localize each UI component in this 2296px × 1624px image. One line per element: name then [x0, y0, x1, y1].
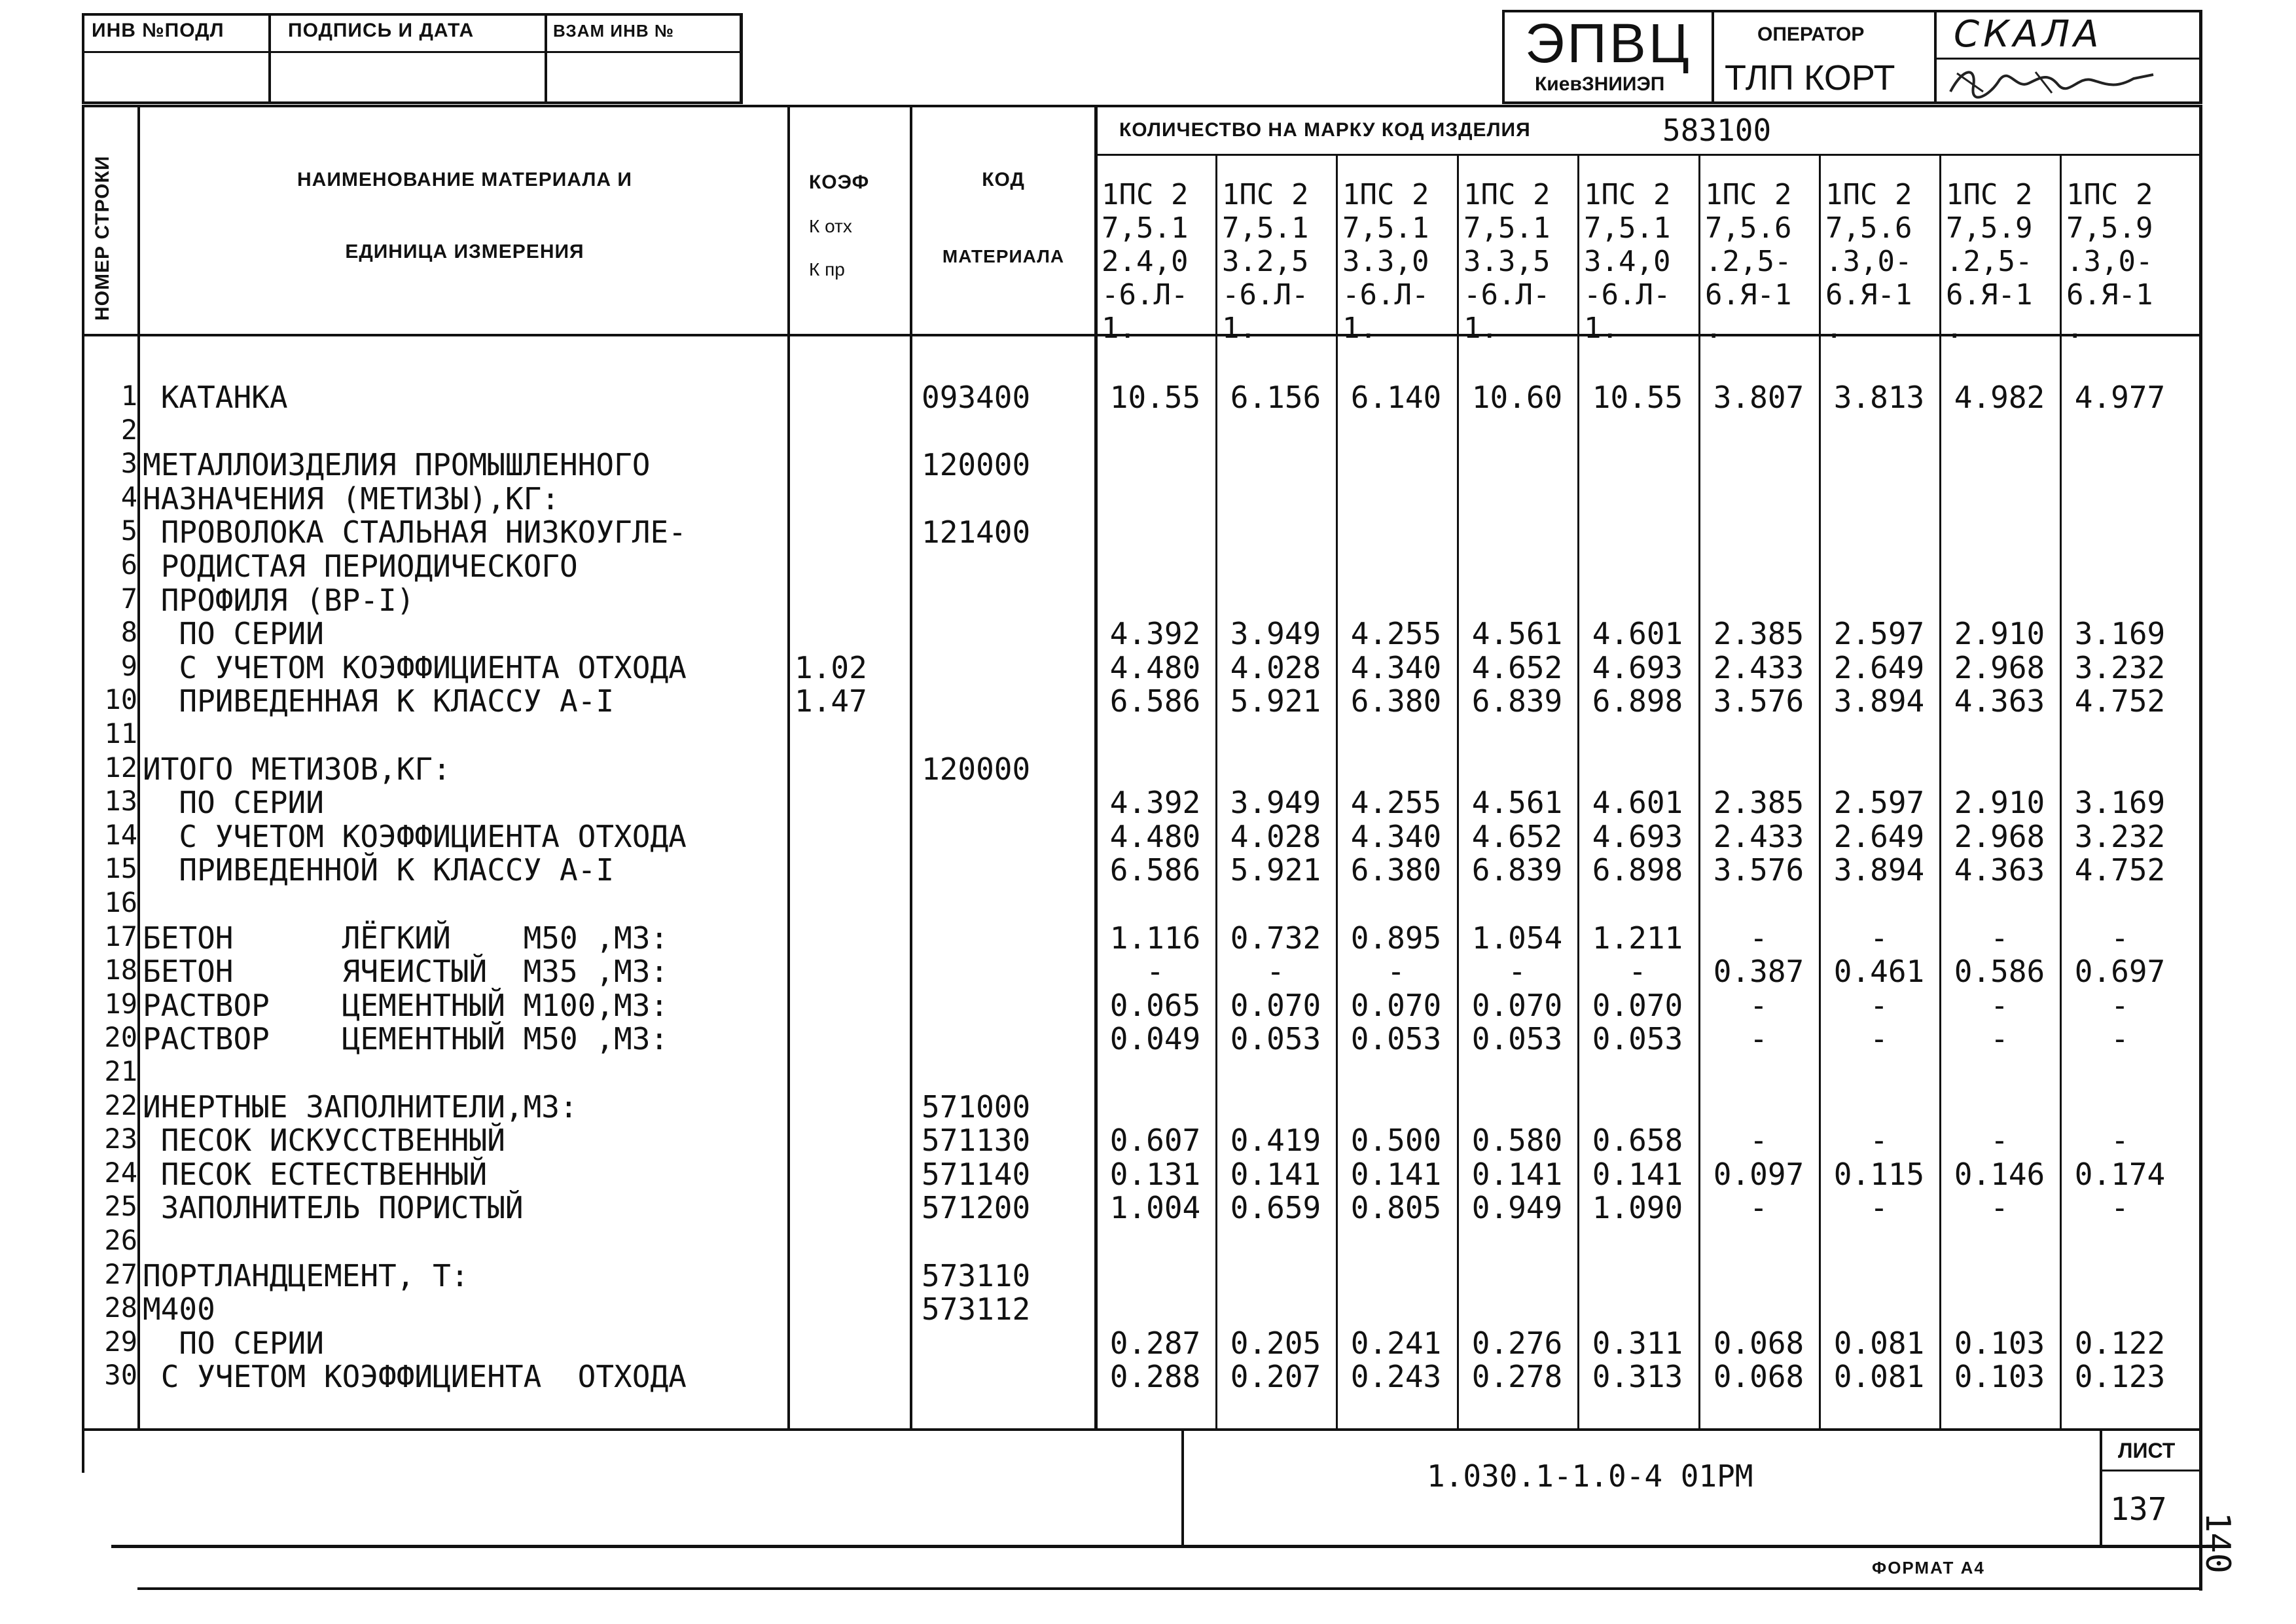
signature-icon [1937, 60, 2199, 101]
quantity-cell: 0.461 [1833, 954, 1925, 989]
quantity-cell: - [1990, 1021, 2009, 1056]
row-number: 30 [104, 1359, 137, 1391]
quantity-cell: 0.115 [1833, 1157, 1925, 1192]
material-name: ЗАПОЛНИТЕЛЬ ПОРИСТЫЙ [143, 1190, 524, 1225]
quantity-cell: 2.385 [1713, 616, 1804, 651]
material-name: КАТАНКА [143, 380, 288, 415]
koef-value: 1.02 [795, 650, 867, 685]
code-header-line2: МАТЕРИАЛА [942, 246, 1065, 266]
quantity-cell: 0.146 [1954, 1157, 2045, 1192]
quantity-cell: 0.949 [1471, 1190, 1563, 1225]
quantity-cell: 0.053 [1230, 1021, 1321, 1056]
koef-header-line1: КОЭФ [809, 171, 870, 193]
quantity-cell: 4.693 [1592, 819, 1683, 854]
quantity-cell: 0.122 [2074, 1326, 2166, 1361]
quantity-cell: 2.597 [1833, 616, 1925, 651]
quantity-cell: 6.156 [1230, 380, 1321, 415]
doc-code: 1.030.1-1.0-4 01РМ [1427, 1458, 1753, 1494]
quantity-cell: - [1870, 1190, 1888, 1225]
material-code: 120000 [922, 447, 1031, 482]
quantity-cell: 4.752 [2074, 683, 2166, 719]
name-header-line1: НАИМЕНОВАНИЕ МАТЕРИАЛА И [296, 169, 632, 190]
material-name: БЕТОН ЛЁГКИЙ М50 ,М3: [143, 920, 669, 956]
quantity-cell: 4.392 [1109, 785, 1201, 820]
quantity-cell: 3.813 [1833, 380, 1925, 415]
material-name: РОДИСТАЯ ПЕРИОДИЧЕСКОГО [143, 549, 578, 584]
quantity-cell: 0.805 [1350, 1190, 1442, 1225]
quantity-cell: 4.652 [1471, 819, 1563, 854]
quantity-cell: 4.982 [1954, 380, 2045, 415]
quantity-cell: 0.053 [1350, 1021, 1442, 1056]
material-code: 573110 [922, 1258, 1031, 1293]
product-header-4: 1ПС 2 7,5.1 3.3,5 -6.Л- 1. [1463, 178, 1551, 345]
quantity-cell: - [1146, 954, 1164, 989]
quantity-cell: - [1990, 920, 2009, 956]
quantity-cell: 0.070 [1592, 988, 1683, 1023]
material-code: 571140 [922, 1157, 1031, 1192]
row-number-header: НОМЕР СТРОКИ [92, 155, 113, 321]
quantity-cell: 4.752 [2074, 852, 2166, 888]
quantity-cell: 10.55 [1109, 380, 1201, 415]
row-number: 12 [104, 751, 137, 784]
quantity-cell: 0.207 [1230, 1359, 1321, 1394]
quantity-cell: 4.392 [1109, 616, 1201, 651]
quantity-cell: 0.068 [1713, 1326, 1804, 1361]
quantity-cell: 0.895 [1350, 920, 1442, 956]
quantity-cell: - [2111, 1021, 2129, 1056]
quantity-cell: 0.278 [1471, 1359, 1563, 1394]
row-number: 23 [104, 1123, 137, 1155]
material-code: 571000 [922, 1089, 1031, 1125]
quantity-cell: 0.070 [1471, 988, 1563, 1023]
quantity-cell: 0.065 [1109, 988, 1201, 1023]
quantity-cell: 6.839 [1471, 683, 1563, 719]
product-header-8: 1ПС 2 7,5.9 .2,5- 6.Я-1 . [1946, 178, 2033, 345]
quantity-cell: 6.380 [1350, 683, 1442, 719]
quantity-cell: 4.561 [1471, 616, 1563, 651]
quantity-cell: 0.081 [1833, 1326, 1925, 1361]
row-number: 18 [104, 954, 137, 986]
quantity-cell: 0.243 [1350, 1359, 1442, 1394]
material-name: ПЕСОК ЕСТЕСТВЕННЫЙ [143, 1157, 488, 1192]
vzam-label: ВЗАМ ИНВ № [553, 21, 674, 41]
row-number: 29 [104, 1326, 137, 1358]
row-number: 10 [104, 683, 137, 715]
quantity-cell: 0.174 [2074, 1157, 2166, 1192]
row-number: 9 [120, 650, 137, 682]
row-number: 25 [104, 1190, 137, 1222]
quantity-cell: 0.205 [1230, 1326, 1321, 1361]
quantity-cell: - [1990, 1190, 2009, 1225]
org-name: ЭПВЦ [1525, 12, 1692, 74]
product-header-1: 1ПС 2 7,5.1 2.4,0 -6.Л- 1. [1102, 178, 1189, 345]
quantity-cell: 3.894 [1833, 852, 1925, 888]
quantity-cell: 4.561 [1471, 785, 1563, 820]
row-number: 5 [120, 514, 137, 547]
material-name: РАСТВОР ЦЕМЕНТНЫЙ М100,М3: [143, 988, 669, 1023]
row-number: 6 [120, 549, 137, 581]
quantity-cell: 0.697 [2074, 954, 2166, 989]
row-number: 3 [120, 447, 137, 479]
row-number: 26 [104, 1224, 137, 1256]
operator-value: СКАЛА [1954, 13, 2103, 56]
quantity-cell: 6.898 [1592, 683, 1683, 719]
quantity-cell: - [2111, 920, 2129, 956]
quantity-cell: 4.255 [1350, 785, 1442, 820]
quantity-cell: - [1990, 1123, 2009, 1158]
quantity-cell: 0.123 [2074, 1359, 2166, 1394]
row-number: 13 [104, 785, 137, 817]
material-name: ПРОВОЛОКА СТАЛЬНАЯ НИЗКОУГЛЕ- [143, 514, 687, 550]
quantity-cell: - [1749, 920, 1768, 956]
koef-header-line2: К отх [809, 216, 852, 236]
quantity-cell: 0.053 [1471, 1021, 1563, 1056]
quantity-cell: - [1870, 1021, 1888, 1056]
quantity-cell: - [1508, 954, 1526, 989]
product-header-7: 1ПС 2 7,5.6 .3,0- 6.Я-1 . [1825, 178, 1912, 345]
row-number: 22 [104, 1089, 137, 1121]
quantity-cell: 0.419 [1230, 1123, 1321, 1158]
quantity-cell: 4.255 [1350, 616, 1442, 651]
quantity-cell: 0.081 [1833, 1359, 1925, 1394]
quantity-cell: - [2111, 988, 2129, 1023]
page-side-number: 140 [2198, 1512, 2237, 1574]
quantity-cell: 3.949 [1230, 785, 1321, 820]
quantity-cell: - [1870, 988, 1888, 1023]
quantity-cell: 2.968 [1954, 819, 2045, 854]
row-number: 27 [104, 1258, 137, 1290]
quantity-cell: 0.311 [1592, 1326, 1683, 1361]
quantity-cell: 2.910 [1954, 785, 2045, 820]
quantity-cell: 2.385 [1713, 785, 1804, 820]
quantity-cell: 0.141 [1471, 1157, 1563, 1192]
quantity-cell: 0.053 [1592, 1021, 1683, 1056]
quantity-cell: 2.968 [1954, 650, 2045, 685]
material-name: ПО СЕРИИ [143, 785, 324, 820]
tlp-label: ТЛП КОРТ [1725, 58, 1895, 98]
material-name: С УЧЕТОМ КОЭФФИЦИЕНТА ОТХОДА [143, 819, 687, 854]
material-code: 571200 [922, 1190, 1031, 1225]
quantity-cell: 0.658 [1592, 1123, 1683, 1158]
quantity-cell: - [1749, 1021, 1768, 1056]
material-name: ПО СЕРИИ [143, 1326, 324, 1361]
row-number: 17 [104, 920, 137, 952]
quantity-cell: 6.140 [1350, 380, 1442, 415]
quantity-cell: 4.693 [1592, 650, 1683, 685]
row-number: 24 [104, 1157, 137, 1189]
org-sub: КиевЗНИИЭП [1535, 73, 1665, 95]
row-number: 20 [104, 1021, 137, 1053]
material-name: ИТОГО МЕТИЗОВ,КГ: [143, 751, 451, 787]
quantity-cell: 3.169 [2074, 616, 2166, 651]
quantity-cell: 4.363 [1954, 852, 2045, 888]
quantity-cell: 2.910 [1954, 616, 2045, 651]
quantity-cell: 6.839 [1471, 852, 1563, 888]
quantity-cell: 6.586 [1109, 852, 1201, 888]
quantity-cell: 10.60 [1471, 380, 1563, 415]
material-name: М400 [143, 1291, 215, 1327]
product-header-2: 1ПС 2 7,5.1 3.2,5 -6.Л- 1. [1222, 178, 1309, 345]
quantity-cell: 6.586 [1109, 683, 1201, 719]
podpis-label: ПОДПИСЬ И ДАТА [288, 20, 475, 41]
product-header-3: 1ПС 2 7,5.1 3.3,0 -6.Л- 1. [1342, 178, 1429, 345]
quantity-cell: 4.028 [1230, 650, 1321, 685]
quantity-cell: 0.131 [1109, 1157, 1201, 1192]
material-name: БЕТОН ЯЧЕИСТЫЙ М35 ,М3: [143, 954, 669, 989]
quantity-cell: 1.116 [1109, 920, 1201, 956]
code-header-line1: КОД [982, 169, 1025, 190]
quantity-cell: 0.607 [1109, 1123, 1201, 1158]
quantity-cell: 0.049 [1109, 1021, 1201, 1056]
quantity-cell: 3.232 [2074, 819, 2166, 854]
quantity-cell: - [1749, 1123, 1768, 1158]
material-code: 121400 [922, 514, 1031, 550]
material-name: С УЧЕТОМ КОЭФФИЦИЕНТА ОТХОДА [143, 1359, 687, 1394]
material-name: ПЕСОК ИСКУССТВЕННЫЙ [143, 1123, 505, 1158]
quantity-cell: 2.597 [1833, 785, 1925, 820]
quantity-cell: - [1387, 954, 1405, 989]
quantity-cell: 0.070 [1350, 988, 1442, 1023]
product-header-9: 1ПС 2 7,5.9 .3,0- 6.Я-1 . [2066, 178, 2153, 345]
material-name: С УЧЕТОМ КОЭФФИЦИЕНТА ОТХОДА [143, 650, 687, 685]
quantity-cell: 2.649 [1833, 650, 1925, 685]
quantity-cell: 4.652 [1471, 650, 1563, 685]
quantity-cell: - [1990, 988, 2009, 1023]
qty-label: КОЛИЧЕСТВО НА МАРКУ КОД ИЗДЕЛИЯ [1119, 119, 1531, 141]
quantity-cell: 3.894 [1833, 683, 1925, 719]
quantity-cell: 4.977 [2074, 380, 2166, 415]
quantity-cell: 3.807 [1713, 380, 1804, 415]
quantity-cell: 0.276 [1471, 1326, 1563, 1361]
material-name: МЕТАЛЛОИЗДЕЛИЯ ПРОМЫШЛЕННОГО [143, 447, 651, 482]
quantity-cell: 6.380 [1350, 852, 1442, 888]
quantity-cell: 0.097 [1713, 1157, 1804, 1192]
quantity-cell: 0.288 [1109, 1359, 1201, 1394]
quantity-cell: 5.921 [1230, 683, 1321, 719]
row-number: 1 [120, 380, 137, 412]
quantity-cell: 0.141 [1350, 1157, 1442, 1192]
row-number: 14 [104, 819, 137, 851]
sheet-number: 137 [2110, 1491, 2167, 1528]
quantity-cell: 3.169 [2074, 785, 2166, 820]
material-name: НАЗНАЧЕНИЯ (МЕТИЗЫ),КГ: [143, 481, 560, 516]
quantity-cell: 4.480 [1109, 819, 1201, 854]
quantity-cell: 0.732 [1230, 920, 1321, 956]
material-code: 120000 [922, 751, 1031, 787]
product-code: 583100 [1662, 113, 1772, 148]
material-name: РАСТВОР ЦЕМЕНТНЫЙ М50 ,М3: [143, 1021, 669, 1056]
material-code: 571130 [922, 1123, 1031, 1158]
koef-header-line3: К пр [809, 259, 845, 280]
row-number: 16 [104, 886, 137, 918]
quantity-cell: 1.090 [1592, 1190, 1683, 1225]
koef-value: 1.47 [795, 683, 867, 719]
quantity-cell: 0.313 [1592, 1359, 1683, 1394]
material-name: ПРОФИЛЯ (ВР-I) [143, 583, 415, 618]
product-header-5: 1ПС 2 7,5.1 3.4,0 -6.Л- 1. [1584, 178, 1671, 345]
quantity-cell: 0.287 [1109, 1326, 1201, 1361]
material-name: ПО СЕРИИ [143, 616, 324, 651]
quantity-cell: 0.070 [1230, 988, 1321, 1023]
quantity-cell: 3.576 [1713, 683, 1804, 719]
quantity-cell: 2.649 [1833, 819, 1925, 854]
quantity-cell: 4.028 [1230, 819, 1321, 854]
quantity-cell: 3.949 [1230, 616, 1321, 651]
quantity-cell: 0.586 [1954, 954, 2045, 989]
quantity-cell: - [1749, 1190, 1768, 1225]
quantity-cell: 0.068 [1713, 1359, 1804, 1394]
material-code: 093400 [922, 380, 1031, 415]
quantity-cell: 0.387 [1713, 954, 1804, 989]
format-label: ФОРМАТ А4 [1872, 1558, 1985, 1578]
row-number: 7 [120, 583, 137, 615]
quantity-cell: 4.340 [1350, 819, 1442, 854]
quantity-cell: - [1266, 954, 1285, 989]
quantity-cell: 4.601 [1592, 785, 1683, 820]
row-number: 21 [104, 1055, 137, 1087]
row-number: 4 [120, 481, 137, 513]
quantity-cell: 6.898 [1592, 852, 1683, 888]
quantity-cell: 2.433 [1713, 819, 1804, 854]
quantity-cell: - [2111, 1190, 2129, 1225]
row-number: 8 [120, 616, 137, 648]
row-number: 2 [120, 414, 137, 446]
operator-label: ОПЕРАТОР [1757, 24, 1865, 45]
quantity-cell: 0.141 [1592, 1157, 1683, 1192]
inv-podl-label: ИНВ №ПОДЛ [92, 20, 224, 41]
quantity-cell: - [1628, 954, 1647, 989]
quantity-cell: 1.004 [1109, 1190, 1201, 1225]
name-header-line2: ЕДИНИЦА ИЗМЕРЕНИЯ [345, 241, 584, 262]
quantity-cell: 0.500 [1350, 1123, 1442, 1158]
quantity-cell: - [1749, 988, 1768, 1023]
quantity-cell: 10.55 [1592, 380, 1683, 415]
quantity-cell: - [1870, 920, 1888, 956]
quantity-cell: 4.480 [1109, 650, 1201, 685]
quantity-cell: 3.232 [2074, 650, 2166, 685]
row-number: 15 [104, 852, 137, 884]
row-number: 19 [104, 988, 137, 1020]
material-name: ПОРТЛАНДЦЕМЕНТ, Т: [143, 1258, 469, 1293]
quantity-cell: 3.576 [1713, 852, 1804, 888]
quantity-cell: 4.601 [1592, 616, 1683, 651]
quantity-cell: 0.103 [1954, 1359, 2045, 1394]
quantity-cell: 5.921 [1230, 852, 1321, 888]
material-name: ПРИВЕДЕННАЯ К КЛАССУ А-I [143, 683, 615, 719]
quantity-cell: 4.363 [1954, 683, 2045, 719]
material-name: ИНЕРТНЫЕ ЗАПОЛНИТЕЛИ,М3: [143, 1089, 578, 1125]
quantity-cell: 4.340 [1350, 650, 1442, 685]
quantity-cell: 1.054 [1471, 920, 1563, 956]
quantity-cell: 2.433 [1713, 650, 1804, 685]
quantity-cell: 1.211 [1592, 920, 1683, 956]
quantity-cell: 0.241 [1350, 1326, 1442, 1361]
material-name: ПРИВЕДЕННОЙ К КЛАССУ А-I [143, 852, 615, 888]
product-header-6: 1ПС 2 7,5.6 .2,5- 6.Я-1 . [1705, 178, 1792, 345]
sheet-label: ЛИСТ [2118, 1439, 2176, 1462]
quantity-cell: 0.141 [1230, 1157, 1321, 1192]
quantity-cell: - [1870, 1123, 1888, 1158]
row-number: 11 [104, 717, 137, 749]
material-code: 573112 [922, 1291, 1031, 1327]
row-number: 28 [104, 1291, 137, 1324]
quantity-cell: - [2111, 1123, 2129, 1158]
quantity-cell: 0.103 [1954, 1326, 2045, 1361]
quantity-cell: 0.659 [1230, 1190, 1321, 1225]
quantity-cell: 0.580 [1471, 1123, 1563, 1158]
